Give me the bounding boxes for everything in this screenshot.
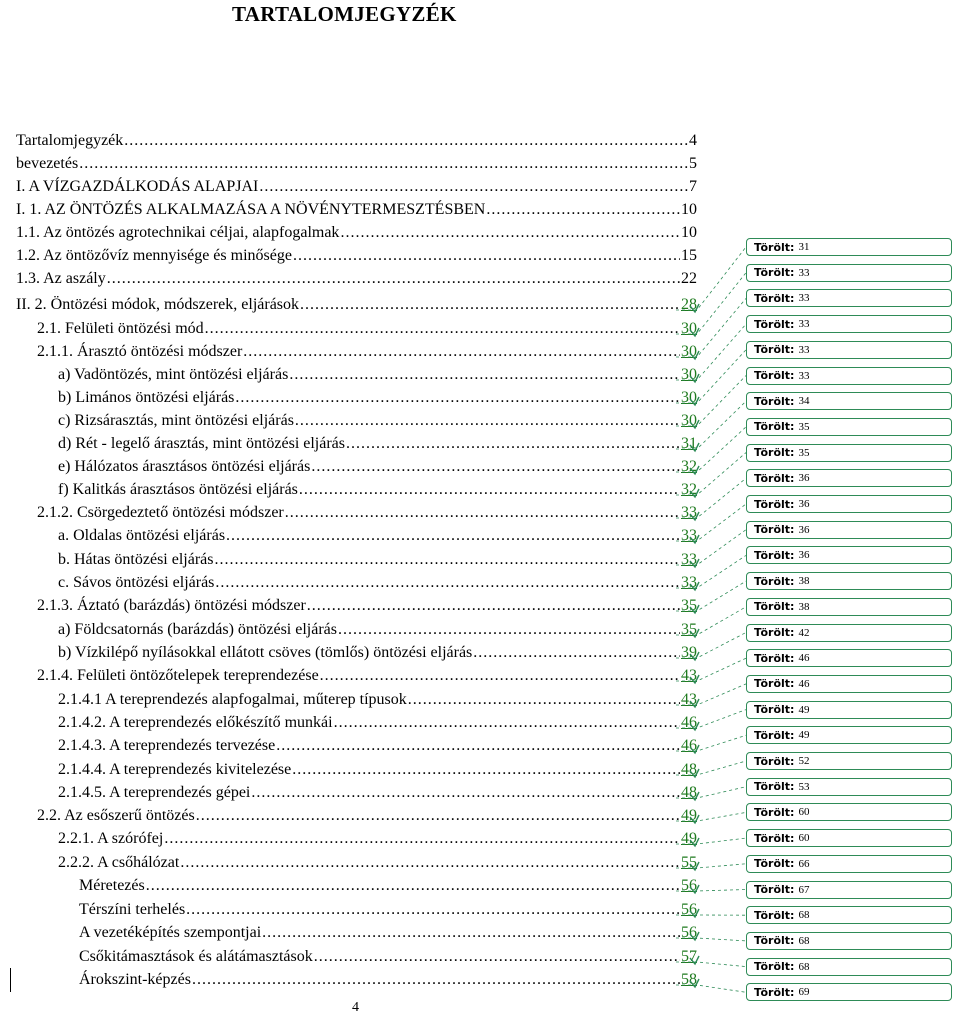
revision-label: Törölt: [754, 909, 794, 922]
revision-value: 46 [798, 678, 809, 690]
revision-label: Törölt: [754, 318, 794, 331]
toc-entry-title: Csőkitámasztások és alátámasztások [79, 948, 313, 966]
revision-value: 49 [798, 704, 809, 716]
revision-label: Törölt: [754, 292, 794, 305]
toc-dot-leader [186, 901, 680, 919]
revision-balloon[interactable] [746, 624, 952, 642]
toc-entry-page: 56 [681, 877, 697, 895]
toc-entry[interactable] [58, 640, 697, 662]
toc-dot-leader [289, 366, 680, 384]
toc-entry-page: 46 [681, 714, 697, 732]
toc-entry-page: 32 [681, 458, 697, 476]
toc-entry[interactable] [58, 431, 697, 453]
revision-balloon[interactable] [746, 469, 952, 487]
revision-label: Törölt: [754, 241, 794, 254]
toc-entry-page: 4 [689, 132, 697, 150]
revision-balloon[interactable] [746, 881, 952, 899]
toc-dot-leader [251, 784, 680, 802]
revision-label: Törölt: [754, 369, 794, 382]
toc-entry-page: 32 [681, 481, 697, 499]
toc-entry-page: 33 [681, 527, 697, 545]
toc-entry[interactable] [16, 151, 697, 173]
toc-entry-title: b. Hátas öntözési eljárás [58, 551, 214, 569]
toc-entry-title: 2.2.1. A szórófej [58, 830, 163, 848]
revision-value: 49 [798, 729, 809, 741]
revision-balloon[interactable] [746, 444, 952, 462]
revision-balloon[interactable] [746, 906, 952, 924]
toc-dot-leader [243, 343, 680, 361]
toc-entry[interactable] [58, 547, 697, 569]
revision-label: Törölt: [754, 472, 794, 485]
toc-dot-leader [164, 830, 680, 848]
revision-value: 35 [798, 447, 809, 459]
revision-value: 46 [798, 652, 809, 664]
toc-entry[interactable] [58, 570, 697, 592]
toc-dot-leader [314, 948, 680, 966]
toc-entry[interactable] [16, 292, 697, 314]
toc-entry[interactable] [37, 339, 697, 361]
revision-label: Törölt: [754, 703, 794, 716]
toc-entry-title: I. 1. AZ ÖNTÖZÉS ALKALMAZÁSA A NÖVÉNYTERMESZTÉSBEN [16, 201, 485, 219]
toc-dot-leader [307, 597, 680, 615]
toc-entry[interactable] [37, 316, 697, 338]
toc-entry[interactable] [16, 197, 697, 219]
toc-dot-leader [293, 247, 680, 265]
toc-dot-leader [300, 296, 680, 314]
revision-balloon[interactable] [746, 829, 952, 847]
toc-dot-leader [299, 481, 680, 499]
toc-dot-leader [346, 435, 680, 453]
toc-dot-leader [235, 389, 680, 407]
toc-entry[interactable] [58, 733, 697, 755]
revision-label: Törölt: [754, 755, 794, 768]
toc-dot-leader [486, 201, 680, 219]
toc-entry-page: 58 [681, 971, 697, 989]
toc-dot-leader [180, 854, 680, 872]
toc-entry-title: 2.2. Az esőszerű öntözés [37, 807, 195, 825]
toc-dot-leader [226, 527, 680, 545]
toc-entry-page: 30 [681, 343, 697, 361]
revision-balloon[interactable] [746, 649, 952, 667]
toc-entry-title: 2.1.4.3. A tereprendezés tervezése [58, 737, 275, 755]
revision-label: Törölt: [754, 934, 794, 947]
revision-value: 31 [798, 241, 809, 253]
revision-balloon[interactable] [746, 418, 952, 436]
toc-entry-title: d) Rét - legelő árasztás, mint öntözési eljárás [58, 435, 345, 453]
toc-entry-title: A vezetéképítés szempontjai [79, 924, 261, 942]
revision-label: Törölt: [754, 626, 794, 639]
toc-entry-page: 55 [681, 854, 697, 872]
toc-entry-title: 1.1. Az öntözés agrotechnikai céljai, alapfogalmak [16, 224, 339, 242]
revision-balloon[interactable] [746, 315, 952, 333]
toc-entry-title: b) Vízkilépő nyílásokkal ellátott csöves (tömlős) öntözési eljárás [58, 644, 472, 662]
toc-dot-leader [205, 320, 680, 338]
toc-entry[interactable] [58, 826, 697, 848]
toc-entry[interactable] [79, 967, 697, 989]
revision-balloon[interactable] [746, 367, 952, 385]
revision-value: 42 [798, 627, 809, 639]
toc-dot-leader [334, 714, 680, 732]
toc-entry-page: 48 [681, 784, 697, 802]
toc-entry-title: 2.1. Felületi öntözési mód [37, 320, 204, 338]
page-title: TARTALOMJEGYZÉK [232, 2, 457, 27]
toc-entry-page: 57 [681, 948, 697, 966]
toc-entry-title: c. Sávos öntözési eljárás [58, 574, 214, 592]
toc-dot-leader [320, 667, 680, 685]
revision-label: Törölt: [754, 677, 794, 690]
toc-dot-leader [408, 691, 680, 709]
revision-value: 53 [798, 781, 809, 793]
toc-entry[interactable] [16, 243, 697, 265]
toc-entry-page: 15 [681, 247, 697, 265]
toc-entry[interactable] [58, 408, 697, 430]
revision-balloon[interactable] [746, 983, 952, 1001]
toc-entry[interactable] [16, 266, 697, 288]
revision-label: Törölt: [754, 266, 794, 279]
toc-entry-title: 2.1.4.1 A tereprendezés alapfogalmai, műterep típusok [58, 691, 407, 709]
toc-entry-title: 1.3. Az aszály [16, 270, 106, 288]
toc-entry[interactable] [16, 128, 697, 150]
toc-entry[interactable] [58, 362, 697, 384]
toc-dot-leader [276, 737, 680, 755]
margin-line [10, 968, 11, 992]
toc-entry-page: 28 [681, 296, 697, 314]
toc-dot-leader [340, 224, 680, 242]
toc-entry-title: I. A VÍZGAZDÁLKODÁS ALAPJAI [16, 178, 258, 196]
toc-entry-page: 48 [681, 761, 697, 779]
toc-dot-leader [295, 412, 680, 430]
revision-balloon[interactable] [746, 803, 952, 821]
toc-entry-title: 2.1.2. Csörgedeztető öntözési módszer [37, 504, 284, 522]
revision-balloon[interactable] [746, 572, 952, 590]
revision-balloon[interactable] [746, 264, 952, 282]
toc-entry-page: 33 [681, 551, 697, 569]
toc-entry[interactable] [16, 220, 697, 242]
toc-entry[interactable] [79, 920, 697, 942]
revision-label: Törölt: [754, 600, 794, 613]
toc-entry-title: Tartalomjegyzék [16, 132, 123, 150]
revision-value: 60 [798, 832, 809, 844]
revision-label: Törölt: [754, 420, 794, 433]
revision-label: Törölt: [754, 523, 794, 536]
toc-dot-leader [311, 458, 680, 476]
revision-value: 68 [798, 935, 809, 947]
toc-entry-page: 49 [681, 830, 697, 848]
revision-value: 67 [798, 884, 809, 896]
revision-value: 33 [798, 292, 809, 304]
toc-entry-page: 30 [681, 320, 697, 338]
toc-entry-page: 56 [681, 901, 697, 919]
revision-value: 36 [798, 498, 809, 510]
revision-value: 68 [798, 961, 809, 973]
toc-entry-page: 33 [681, 504, 697, 522]
toc-entry[interactable] [37, 663, 697, 685]
toc-entry-page: 31 [681, 435, 697, 453]
revision-balloon[interactable] [746, 958, 952, 976]
toc-entry-page: 35 [681, 621, 697, 639]
toc-entry-page: 22 [681, 270, 697, 288]
toc-dot-leader [192, 971, 680, 989]
revision-value: 38 [798, 575, 809, 587]
toc-dot-leader [124, 132, 688, 150]
revision-label: Törölt: [754, 575, 794, 588]
revision-label: Törölt: [754, 832, 794, 845]
revision-label: Törölt: [754, 960, 794, 973]
revision-value: 68 [798, 909, 809, 921]
toc-entry-title: b) Limános öntözési eljárás [58, 389, 234, 407]
toc-entry-title: 2.1.3. Áztató (barázdás) öntözési módszer [37, 597, 306, 615]
toc-entry-page: 46 [681, 737, 697, 755]
toc-dot-leader [215, 551, 681, 569]
revision-label: Törölt: [754, 652, 794, 665]
revision-value: 36 [798, 472, 809, 484]
revision-value: 38 [798, 601, 809, 613]
toc-entry[interactable] [37, 803, 697, 825]
revision-label: Törölt: [754, 343, 794, 356]
toc-entry[interactable] [58, 454, 697, 476]
revision-balloon[interactable] [746, 289, 952, 307]
toc-entry-page: 30 [681, 389, 697, 407]
revision-label: Törölt: [754, 395, 794, 408]
toc-entry[interactable] [37, 593, 697, 615]
revision-balloon[interactable] [746, 598, 952, 616]
revision-value: 33 [798, 344, 809, 356]
toc-dot-leader [473, 644, 680, 662]
toc-entry[interactable] [79, 897, 697, 919]
toc-entry-title: Árokszint-képzés [79, 971, 191, 989]
toc-entry[interactable] [79, 944, 697, 966]
toc-entry-title: Méretezés [79, 877, 145, 895]
toc-dot-leader [338, 621, 680, 639]
toc-entry-page: 43 [681, 667, 697, 685]
revision-balloon[interactable] [746, 778, 952, 796]
toc-entry-page: 30 [681, 366, 697, 384]
toc-dot-leader [215, 574, 680, 592]
page-number: 4 [352, 1000, 359, 1016]
revision-label: Törölt: [754, 498, 794, 511]
toc-entry-title: 2.1.1. Árasztó öntözési módszer [37, 343, 242, 361]
toc-dot-leader [146, 877, 680, 895]
toc-entry[interactable] [58, 710, 697, 732]
revision-value: 33 [798, 267, 809, 279]
toc-entry[interactable] [58, 385, 697, 407]
revision-value: 36 [798, 524, 809, 536]
revision-value: 33 [798, 370, 809, 382]
revision-balloon[interactable] [746, 546, 952, 564]
toc-entry-title: a) Vadöntözés, mint öntözési eljárás [58, 366, 288, 384]
toc-entry[interactable] [16, 174, 697, 196]
revision-value: 60 [798, 806, 809, 818]
revision-balloon[interactable] [746, 341, 952, 359]
revision-label: Törölt: [754, 549, 794, 562]
toc-dot-leader [262, 924, 680, 942]
toc-entry-page: 35 [681, 597, 697, 615]
toc-entry-page: 10 [681, 201, 697, 219]
toc-entry-page: 49 [681, 807, 697, 825]
toc-entry-title: a) Földcsatornás (barázdás) öntözési eljárás [58, 621, 337, 639]
toc-entry[interactable] [58, 617, 697, 639]
toc-entry-title: 2.1.4.4. A tereprendezés kivitelezése [58, 761, 291, 779]
revision-balloon[interactable] [746, 932, 952, 950]
toc-entry-title: 1.2. Az öntözővíz mennyisége és minősége [16, 247, 292, 265]
toc-entry-page: 5 [689, 155, 697, 173]
toc-entry-page: 33 [681, 574, 697, 592]
revision-label: Törölt: [754, 780, 794, 793]
revision-value: 36 [798, 549, 809, 561]
revision-value: 34 [798, 395, 809, 407]
toc-entry-title: bevezetés [16, 155, 78, 173]
revision-label: Törölt: [754, 857, 794, 870]
toc-dot-leader [107, 270, 680, 288]
toc-entry-title: e) Hálózatos árasztásos öntözési eljárás [58, 458, 310, 476]
toc-entry-page: 43 [681, 691, 697, 709]
toc-entry-page: 39 [681, 644, 697, 662]
toc-entry-page: 30 [681, 412, 697, 430]
revision-value: 66 [798, 858, 809, 870]
revision-balloon[interactable] [746, 752, 952, 770]
toc-entry-title: Térszíni terhelés [79, 901, 185, 919]
toc-entry[interactable] [58, 477, 697, 499]
revision-balloon[interactable] [746, 855, 952, 873]
toc-entry[interactable] [58, 780, 697, 802]
toc-entry-title: 2.1.4.5. A tereprendezés gépei [58, 784, 250, 802]
revision-label: Törölt: [754, 446, 794, 459]
toc-entry-title: 2.1.4.2. A tereprendezés előkészítő munkái [58, 714, 333, 732]
revision-balloon[interactable] [746, 701, 952, 719]
revision-label: Törölt: [754, 729, 794, 742]
revision-balloon[interactable] [746, 495, 952, 513]
toc-entry-title: 2.1.4. Felületi öntözőtelepek tereprendezése [37, 667, 319, 685]
revision-balloon[interactable] [746, 521, 952, 539]
toc-entry[interactable] [37, 500, 697, 522]
toc-dot-leader [196, 807, 680, 825]
toc-entry-page: 7 [689, 178, 697, 196]
toc-dot-leader [285, 504, 680, 522]
toc-dot-leader [292, 761, 680, 779]
toc-entry-title: c) Rizsárasztás, mint öntözési eljárás [58, 412, 294, 430]
toc-entry[interactable] [58, 850, 697, 872]
toc-entry[interactable] [58, 523, 697, 545]
toc-dot-leader [79, 155, 688, 173]
revision-balloon[interactable] [746, 726, 952, 744]
toc-entry-title: a. Oldalas öntözési eljárás [58, 527, 225, 545]
revision-value: 33 [798, 318, 809, 330]
toc-entry-title: 2.2.2. A csőhálózat [58, 854, 179, 872]
revision-label: Törölt: [754, 883, 794, 896]
toc-entry[interactable] [79, 873, 697, 895]
toc-entry[interactable] [58, 757, 697, 779]
toc-entry-page: 10 [681, 224, 697, 242]
revision-balloon[interactable] [746, 392, 952, 410]
toc-entry-title: f) Kalitkás árasztásos öntözési eljárás [58, 481, 298, 499]
toc-entry[interactable] [58, 687, 697, 709]
revision-balloon[interactable] [746, 675, 952, 693]
toc-dot-leader [259, 178, 688, 196]
revision-value: 52 [798, 755, 809, 767]
toc-entry-page: 56 [681, 924, 697, 942]
toc-entry-title: II. 2. Öntözési módok, módszerek, eljárások [16, 296, 299, 314]
revision-label: Törölt: [754, 986, 794, 999]
revision-label: Törölt: [754, 806, 794, 819]
revision-value: 35 [798, 421, 809, 433]
revision-balloon[interactable] [746, 238, 952, 256]
revision-value: 69 [798, 986, 809, 998]
